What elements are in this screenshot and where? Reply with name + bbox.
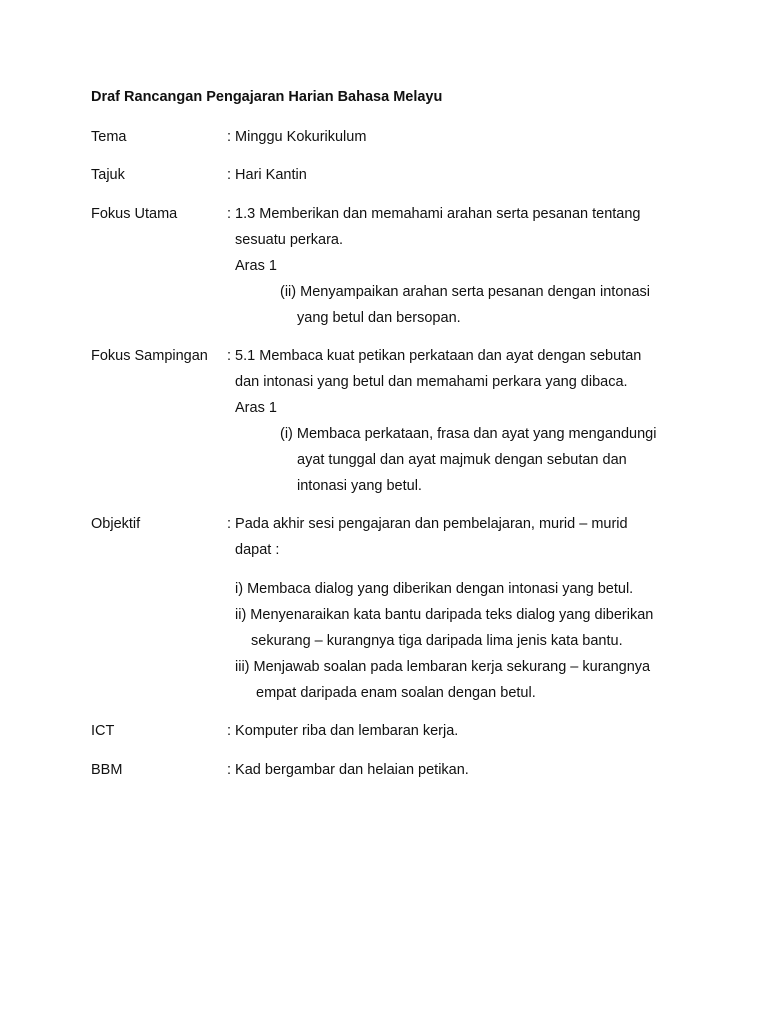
bbm-value: : Kad bergambar dan helaian petikan.	[227, 762, 469, 778]
objektif-item-continued: empat daripada enam soalan dengan betul.	[256, 685, 536, 701]
fokus-utama-line: : 1.3 Memberikan dan memahami arahan serta pesanan tentang	[227, 206, 641, 222]
ict-value: : Komputer riba dan lembaran kerja.	[227, 723, 459, 739]
objektif-label: Objektif	[91, 516, 141, 532]
fokus-utama-line: (ii) Menyampaikan arahan serta pesanan dengan intonasi	[280, 284, 650, 300]
tema-value: : Minggu Kokurikulum	[227, 129, 367, 145]
objektif-item: iii) Menjawab soalan pada lembaran kerja sekurang – kurangnya	[235, 659, 651, 675]
fokus-sampingan-line: (i) Membaca perkataan, frasa dan ayat yang mengandungi	[280, 426, 657, 442]
objektif-item-continued: sekurang – kurangnya tiga daripada lima jenis kata bantu.	[251, 633, 623, 649]
fokus-utama-label: Fokus Utama	[91, 206, 178, 222]
bbm-label: BBM	[91, 762, 123, 778]
fokus-sampingan-line: dan intonasi yang betul dan memahami perkara yang dibaca.	[235, 374, 628, 390]
fokus-sampingan-line: intonasi yang betul.	[297, 478, 422, 494]
fokus-utama-aras: Aras 1	[235, 258, 277, 274]
fokus-sampingan-label: Fokus Sampingan	[91, 348, 208, 364]
fokus-sampingan-aras: Aras 1	[235, 400, 277, 416]
objektif-item: i) Membaca dialog yang diberikan dengan intonasi yang betul.	[235, 581, 634, 597]
ict-label: ICT	[91, 723, 115, 739]
fokus-sampingan-line: : 5.1 Membaca kuat petikan perkataan dan ayat dengan sebutan	[227, 348, 642, 364]
fokus-utama-line: sesuatu perkara.	[235, 232, 344, 248]
objektif-line: : Pada akhir sesi pengajaran dan pembelajaran, murid – murid	[227, 516, 628, 532]
document-title: Draf Rancangan Pengajaran Harian Bahasa Melayu	[91, 89, 443, 105]
objektif-line: dapat :	[235, 542, 280, 558]
tema-label: Tema	[91, 129, 127, 145]
fokus-utama-line: yang betul dan bersopan.	[297, 310, 461, 326]
objektif-item: ii) Menyenaraikan kata bantu daripada teks dialog yang diberikan	[235, 607, 654, 623]
fokus-sampingan-line: ayat tunggal dan ayat majmuk dengan sebutan dan	[297, 452, 627, 468]
tajuk-value: : Hari Kantin	[227, 167, 307, 183]
tajuk-label: Tajuk	[91, 167, 125, 183]
